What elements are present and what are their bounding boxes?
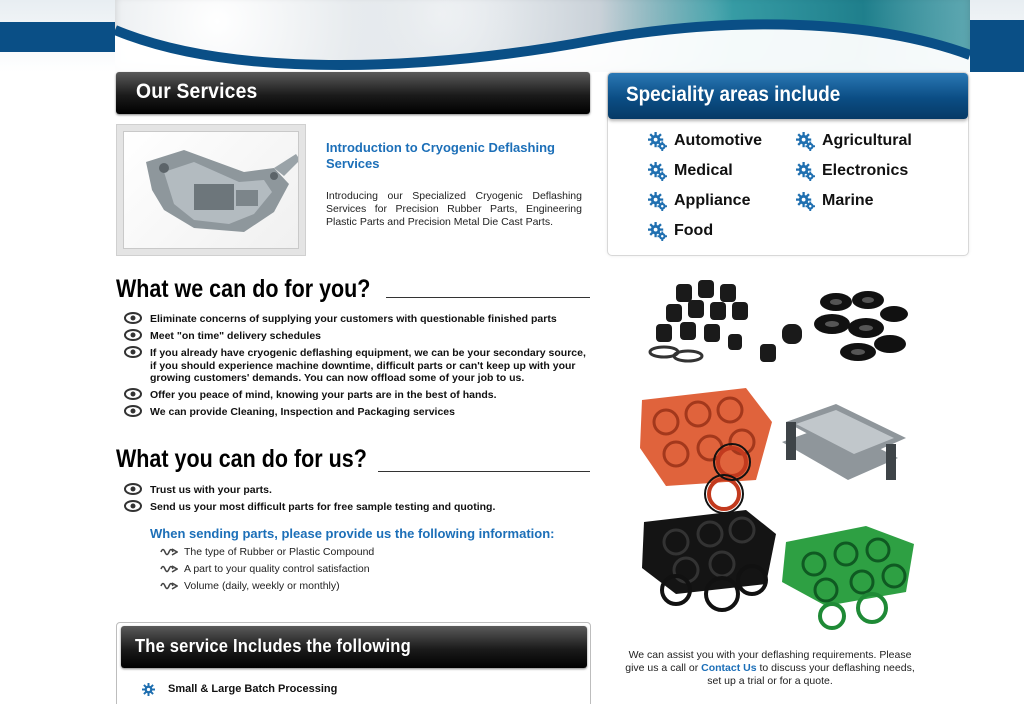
what-you-can-do-heading: What you can do for us? (116, 445, 367, 473)
gears-icon (796, 192, 815, 211)
speciality-item-automotive: Automotive (648, 132, 762, 150)
list-item: If you already have cryogenic deflashing equipment, we can be your secondary source, if you should experience machine downtime, difficult parts or can't keep up with your growing customers' demands. You can now offload some of your job to us. (124, 347, 594, 385)
service-includes-title: The service Includes the following (135, 636, 411, 656)
speciality-item-marine: Marine (796, 192, 874, 210)
speciality-item-agricultural: Agricultural (796, 132, 912, 150)
banner-stripe-left (0, 22, 130, 52)
list-item: Send us your most difficult parts for free sample testing and quoting. (124, 501, 594, 514)
eye-icon (124, 312, 142, 324)
speciality-item-medical: Medical (648, 162, 733, 180)
includes-item: Small & Large Batch Processing (142, 683, 337, 695)
squiggle-icon (160, 581, 178, 591)
speciality-title: Speciality areas include (626, 83, 841, 106)
speciality-item-appliance: Appliance (648, 192, 750, 210)
header-banner (0, 0, 1024, 72)
eye-icon (124, 346, 142, 358)
list-item: Meet "on time" delivery schedules (124, 330, 594, 343)
gears-icon (648, 132, 667, 151)
list-item: A part to your quality control satisfaction (160, 563, 374, 576)
eye-icon (124, 329, 142, 341)
gears-icon (648, 162, 667, 181)
heading-rule (386, 297, 590, 298)
die-cast-part-image (124, 132, 299, 249)
gear-icon (142, 683, 155, 696)
squiggle-icon (160, 564, 178, 574)
includes-item-cutoff (142, 700, 282, 704)
list-item: Offer you peace of mind, knowing your parts are in the best of hands. (124, 389, 594, 402)
eye-icon (124, 500, 142, 512)
eye-icon (124, 388, 142, 400)
contact-us-link[interactable]: Contact Us (701, 662, 757, 674)
assist-paragraph: We can assist you with your deflashing requirements. Please give us a call or Contact Us to discuss your deflashing needs, set up a trial or for a quote. (625, 649, 915, 687)
speciality-heading (608, 73, 968, 119)
gears-icon (648, 222, 667, 241)
speciality-item-food: Food (648, 222, 713, 240)
banner-wave (115, 0, 970, 72)
list-item: Volume (daily, weekly or monthly) (160, 580, 374, 593)
intro-title[interactable]: Introduction to Cryogenic Deflashing Services (326, 140, 555, 171)
service-includes-heading (121, 626, 587, 668)
intro-text: Introducing our Specialized Cryogenic Deflashing Services for Precision Rubber Parts, Engineering Plastic Parts and Precision Metal Die Cast Parts. (326, 190, 582, 228)
what-you-can-do-list (124, 484, 594, 518)
what-we-can-do-heading: What we can do for you? (116, 275, 371, 303)
rubber-parts-collage (636, 272, 918, 632)
heading-rule (378, 471, 590, 472)
our-services-title: Our Services (136, 80, 258, 103)
gears-icon (648, 192, 667, 211)
list-item: We can provide Cleaning, Inspection and Packaging services (124, 406, 594, 419)
squiggle-icon (160, 547, 178, 557)
eye-icon (124, 405, 142, 417)
our-services-heading (116, 72, 590, 114)
list-item: The type of Rubber or Plastic Compound (160, 546, 374, 559)
what-we-can-do-list (124, 313, 594, 423)
list-item: Trust us with your parts. (124, 484, 594, 497)
list-item: Eliminate concerns of supplying your customers with questionable finished parts (124, 313, 594, 326)
intro-part-image (116, 124, 306, 256)
rubber-parts-image (636, 272, 918, 632)
sending-parts-list (160, 546, 374, 597)
eye-icon (124, 483, 142, 495)
gears-icon (796, 132, 815, 151)
speciality-item-electronics: Electronics (796, 162, 908, 180)
sending-parts-title: When sending parts, please provide us the following information: (150, 526, 555, 541)
gears-icon (796, 162, 815, 181)
